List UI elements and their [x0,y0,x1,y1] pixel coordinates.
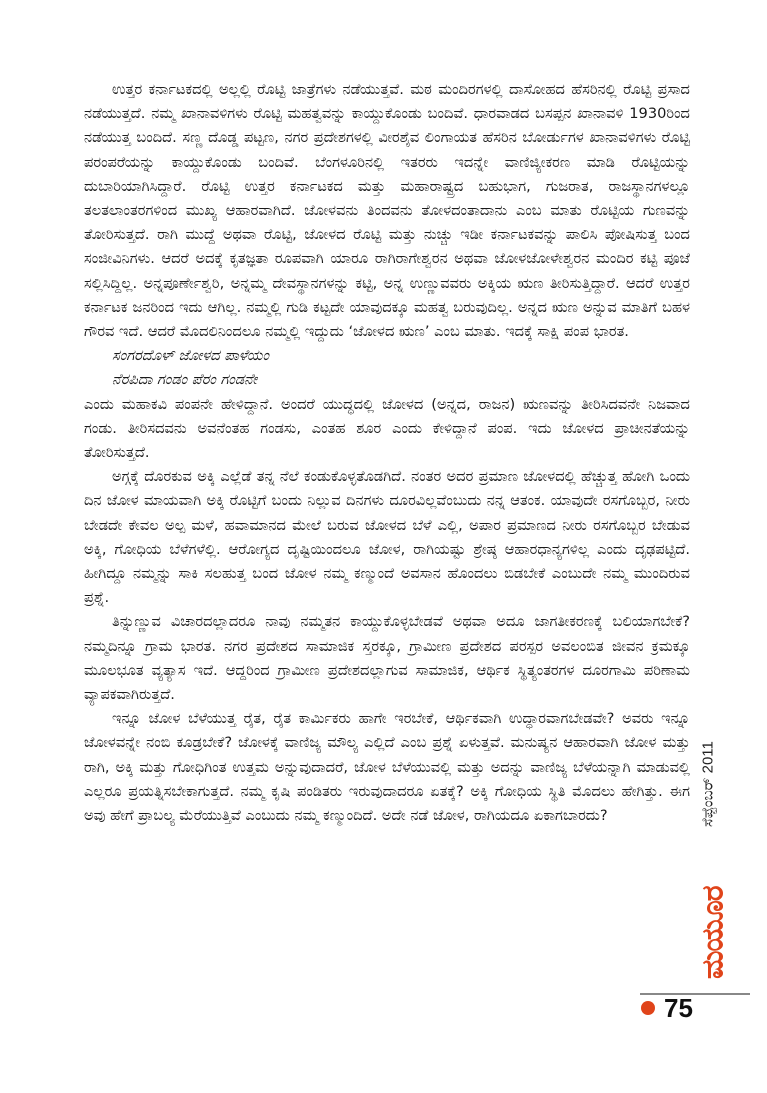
issue-date: ಸೆಪ್ಟೆಂಬರ್ 2011 [699,741,717,827]
verse-line-2: ನೆರಪಿದಾ ಗಂಡಂ ಪೆರಂ ಗಂಡನೇ [112,371,258,389]
paragraph-pampa-explanation: ಎಂದು ಮಹಾಕವಿ ಪಂಪನೇ ಹೇಳಿದ್ದಾನೆ. ಅಂದರೆ ಯುದ್ಧದಲ್ಲಿ ಜೋಳದ (ಅನ್ನದ, ರಾಜನ) ಋಣವನ್ನು ತೀರಿಸಿದವನೇ ನಿಜವಾದ ಗಂಡು. ತೀರಿಸದವನು ಅವನೆಂತಹ ಗಂಡಸು, ಎಂತಹ ಶೂರ ಎಂದು ಕೇಳಿದ್ದಾನೆ ಪಂಪ. ಇದು ಜೋಳದ ಪ್ರಾಚೀನತೆಯನ್ನು ತೋರಿಸುತ್ತದೆ. [84,395,690,462]
paragraph-roti-tradition: ಉತ್ತರ ಕರ್ನಾಟಕದಲ್ಲಿ ಅಲ್ಲಲ್ಲಿ ರೊಟ್ಟಿ ಜಾತ್ರೆಗಳು ನಡೆಯುತ್ತವೆ. ಮಠ ಮಂದಿರಗಳಲ್ಲಿ ದಾಸೋಹದ ಹೆಸರಿನಲ್ಲಿ ರೊಟ್ಟಿ ಪ್ರಸಾದ ನಡೆಯುತ್ತದೆ. ನಮ್ಮ ಖಾನಾವಳಿಗಳು ರೊಟ್ಟಿ ಮಹತ್ವವನ್ನು ಕಾಯ್ದುಕೊಂಡು ಬಂದಿವೆ. ಧಾರವಾಡದ ಬಸಪ್ಪನ ಖಾನಾವಳಿ 1930ರಿಂದ ನಡೆಯುತ್ತ ಬಂದಿದೆ. ಸಣ್ಣ ದೊಡ್ಡ ಪಟ್ಟಣ, ನಗರ ಪ್ರದೇಶಗಳಲ್ಲಿ ವೀರಶೈವ ಲಿಂಗಾಯತ ಹೆಸರಿನ ಬೋರ್ಡುಗಳ ಖಾನಾವಳಿಗಳು ರೊಟ್ಟಿ ಪರಂಪರೆಯನ್ನು ಕಾಯ್ದುಕೊಂಡು ಬಂದಿವೆ. ಬೆಂಗಳೂರಿನಲ್ಲಿ ಇತರರು ಇದನ್ನೇ ವಾಣಿಜ್ಯೀಕರಣ ಮಾಡಿ ರೊಟ್ಟಿಯನ್ನು ದುಬಾರಿಯಾಗಿಸಿದ್ದಾರೆ. ರೊಟ್ಟಿ ಉತ್ತರ ಕರ್ನಾಟಕದ ಮತ್ತು ಮಹಾರಾಷ್ಟ್ರದ ಬಹುಭಾಗ, ಗುಜರಾತ, ರಾಜಸ್ಥಾನಗಳಲ್ಲೂ ತಲತಲಾಂತರಗಳಿಂದ ಮುಖ್ಯ ಆಹಾರವಾಗಿದೆ. ಜೋಳವನು ತಿಂದವನು ತೋಳದಂತಾದಾನು ಎಂಬ ಮಾತು ರೊಟ್ಟಿಯ ಗುಣವನ್ನು ತೋರಿಸುತ್ತದೆ. ರಾಗಿ ಮುದ್ದೆ ಅಥವಾ ರೊಟ್ಟಿ, ಜೋಳದ ರೊಟ್ಟಿ ಮತ್ತು ನುಚ್ಚು ಇಡೀ ಕರ್ನಾಟಕವನ್ನು ಪಾಲಿಸಿ ಪೋಷಿಸುತ್ತ ಬಂದ ಸಂಜೀವಿನಿಗಳು. ಆದರೆ ಅದಕ್ಕೆ ಕೃತಜ್ಞತಾ ರೂಪವಾಗಿ ಯಾರೂ ರಾಗಿರಾಗೇಶ್ವರನ ಅಥವಾ ಜೋಳಜೋಳೇಶ್ವರನ ಮಂದಿರ ಕಟ್ಟಿ ಪೂಜೆ ಸಲ್ಲಿಸಿದ್ದಿಲ್ಲ. ಅನ್ನಪೂರ್ಣೇಶ್ವರಿ, ಅನ್ನಮ್ಮ ದೇವಸ್ಥಾನಗಳನ್ನು ಕಟ್ಟಿ, ಅನ್ನ ಉಣ್ಣುವವರು ಅಕ್ಕಿಯ ಋಣ ತೀರಿಸುತ್ತಿದ್ದಾರೆ. ಆದರೆ ಉತ್ತರ ಕರ್ನಾಟಕ ಜನರಿಂದ ಇದು ಆಗಿಲ್ಲ. ನಮ್ಮಲ್ಲಿ ಗುಡಿ ಕಟ್ಟದೇ ಯಾವುದಕ್ಕೂ ಮಹತ್ವ ಬರುವುದಿಲ್ಲ. ಅನ್ನದ ಋಣ ಅನ್ನುವ ಮಾತಿಗೆ ಬಹಳ ಗೌರವ ಇದೆ. ಆದರೆ ಮೊದಲಿನಿಂದಲೂ ನಮ್ಮಲ್ಲಿ ಇದ್ದುದು ‘ಜೋಳದ ಋಣ’ ಎಂಬ ಮಾತು. ಇದಕ್ಕೆ ಸಾಕ್ಷಿ ಪಂಪ ಭಾರತ. [84,81,690,341]
magazine-logo: ಮಯೂರ [695,886,731,980]
bullet-dot-icon [641,1001,655,1015]
paragraph-farmers-question: ಇನ್ನೂ ಜೋಳ ಬೆಳೆಯುತ್ತ ರೈತ, ರೈತ ಕಾರ್ಮಿಕರು ಹಾಗೇ ಇರಬೇಕೆ, ಆರ್ಥಿಕವಾಗಿ ಉದ್ಧಾರವಾಗಬೇಡವೇ? ಅವರು ಇನ್ನೂ ಜೋಳವನ್ನೇ ನಂಬಿ ಕೂಡ್ರಬೇಕೆ? ಜೋಳಕ್ಕೆ ವಾಣಿಜ್ಯ ಮೌಲ್ಯ ಎಲ್ಲಿದೆ ಎಂಬ ಪ್ರಶ್ನೆ ಏಳುತ್ತವೆ. ಮನುಷ್ಯನ ಆಹಾರವಾಗಿ ಜೋಳ ಮತ್ತು ರಾಗಿ, ಅಕ್ಕಿ ಮತ್ತು ಗೋಧಿಗಿಂತ ಉತ್ತಮ ಅನ್ನುವುದಾದರೆ, ಜೋಳ ಬೆಳೆಯುವಲ್ಲಿ ಮತ್ತು ಅದನ್ನು ವಾಣಿಜ್ಯ ಬೆಳೆಯನ್ನಾಗಿ ಮಾಡುವಲ್ಲಿ ಎಲ್ಲರೂ ಪ್ರಯತ್ನಿಸಬೇಕಾಗುತ್ತದೆ. ನಮ್ಮ ಕೃಷಿ ಪಂಡಿತರು ಇರುವುದಾದರೂ ಏತಕ್ಕೆ? ಅಕ್ಕಿ ಗೋಧಿಯ ಸ್ಥಿತಿ ಮೊದಲು ಹೇಗಿತ್ತು. ಈಗ ಅವು ಹೇಗೆ ಪ್ರಾಬಲ್ಯ ಮೆರೆಯುತ್ತಿವೆ ಎಂಬುದು ನಮ್ಮ ಕಣ್ಮುಂದಿದೆ. ಅದೇ ನಡೆ ಜೋಳ, ರಾಗಿಯದೂ ಏಕಾಗಬಾರದು? [84,710,690,825]
paragraph-rice-replacing-jowar: ಅಗ್ಗಕ್ಕೆ ದೊರಕುವ ಅಕ್ಕಿ ಎಲ್ಲೆಡೆ ತನ್ನ ನೆಲೆ ಕಂಡುಕೊಳ್ಳತೊಡಗಿದೆ. ನಂತರ ಅದರ ಪ್ರಮಾಣ ಜೋಳದಲ್ಲಿ ಹೆಚ್ಚುತ್ತ ಹೋಗಿ ಒಂದು ದಿನ ಜೋಳ ಮಾಯವಾಗಿ ಅಕ್ಕಿ ರೊಟ್ಟಿಗೆ ಬಂದು ನಿಲ್ಲುವ ದಿನಗಳು ದೂರವಿಲ್ಲವೆಂಬುದು ನನ್ನ ಆತಂಕ. ಯಾವುದೇ ರಸಗೊಬ್ಬರ, ನೀರು ಬೇಡದೇ ಕೇವಲ ಅಲ್ಪ ಮಳೆ, ಹವಾಮಾನದ ಮೇಲೆ ಬರುವ ಜೋಳದ ಬೆಳೆ ಎಲ್ಲಿ, ಅಪಾರ ಪ್ರಮಾಣದ ನೀರು ರಸಗೊಬ್ಬರ ಬೇಡುವ ಅಕ್ಕಿ, ಗೋಧಿಯ ಬೆಳೆಗಳೆಲ್ಲಿ. ಆರೋಗ್ಯದ ದೃಷ್ಟಿಯಿಂದಲೂ ಜೋಳ, ರಾಗಿಯಷ್ಟು ಶ್ರೇಷ್ಠ ಆಹಾರಧಾನ್ಯಗಳಿಲ್ಲ ಎಂದು ದೃಢಪಟ್ಟಿದೆ. ಹೀಗಿದ್ದೂ ನಮ್ಮನ್ನು ಸಾಕಿ ಸಲಹುತ್ತ ಬಂದ ಜೋಳ ನಮ್ಮ ಕಣ್ಮುಂದೆ ಅವಸಾನ ಹೊಂದಲು ಬಿಡಬೇಕೆ ಎಂಬುದೇ ನಮ್ಮ ಮುಂದಿರುವ ಪ್ರಶ್ನೆ. [84,468,690,607]
article-body [84,78,690,828]
paragraph-globalization: ತಿನ್ನುಣ್ಣುವ ವಿಚಾರದಲ್ಲಾದರೂ ನಾವು ನಮ್ಮತನ ಕಾಯ್ದುಕೊಳ್ಳಬೇಡವೆ ಅಥವಾ ಅದೂ ಜಾಗತೀಕರಣಕ್ಕೆ ಬಲಿಯಾಗಬೇಕೆ? ನಮ್ಮದಿನ್ನೂ ಗ್ರಾಮ ಭಾರತ. ನಗರ ಪ್ರದೇಶದ ಸಾಮಾಜಿಕ ಸ್ತರಕ್ಕೂ, ಗ್ರಾಮೀಣ ಪ್ರದೇಶದ ಪರಸ್ಪರ ಅವಲಂಬಿತ ಜೀವನ ಕ್ರಮಕ್ಕೂ ಮೂಲಭೂತ ವ್ಯತ್ಯಾಸ ಇದೆ. ಆದ್ದರಿಂದ ಗ್ರಾಮೀಣ ಪ್ರದೇಶದಲ್ಲಾಗುವ ಸಾಮಾಜಿಕ, ಆರ್ಥಿಕ ಸ್ಥಿತ್ಯಂತರಗಳ ದೂರಗಾಮಿ ಪರಿಣಾಮ ವ್ಯಾಪಕವಾಗಿರುತ್ತದೆ. [84,613,690,704]
page-number: 75 [664,993,693,1023]
verse-line-1: ಸಂಗರದೊಳ್ ಜೋಳದ ಪಾಳೆಯಂ [112,347,269,365]
footer-rule [640,993,750,995]
magazine-sidebar [692,690,740,990]
